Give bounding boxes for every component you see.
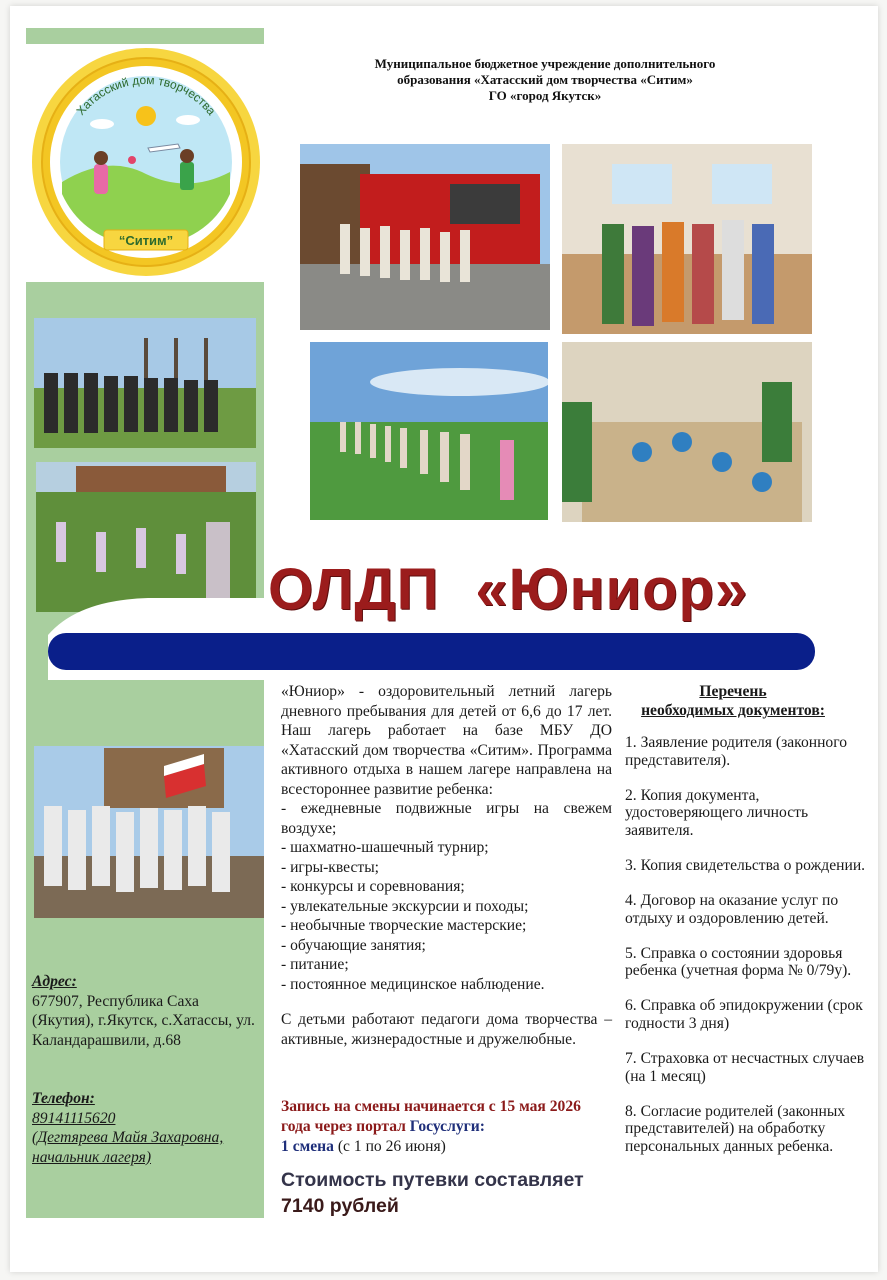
camp-title xyxy=(268,556,828,623)
staff-description: С детьми работают педагоги дома творчества – активные, жизнерадостные и дружелюбные. xyxy=(281,1011,612,1048)
photo-flags-group xyxy=(34,746,264,918)
contact-person: (Дегтярева Майя Захаровна, начальник лагеря) xyxy=(32,1129,224,1166)
documents-heading-line-1: Перечень xyxy=(699,683,767,700)
title-part-1: ОЛДП xyxy=(268,557,440,622)
phone-number[interactable]: 89141115620 xyxy=(32,1109,116,1127)
activity-item: - увлекательные экскурсии и походы; xyxy=(281,897,529,915)
activity-item: - постоянное медицинское наблюдение. xyxy=(281,975,545,993)
activity-item: - конкурсы и соревнования; xyxy=(281,878,465,895)
registration-info xyxy=(281,1097,612,1157)
documents-heading-line-2: необходимых документов: xyxy=(641,702,825,719)
address-block xyxy=(32,972,262,1050)
price-block xyxy=(281,1167,612,1219)
activity-item: - шахматно-шашечный турнир; xyxy=(281,839,489,856)
sitim-logo xyxy=(28,44,264,280)
photo-crafts-table xyxy=(562,342,812,522)
document-item: 4. Договор на оказание услуг по отдыху и оздоровлению детей. xyxy=(625,892,839,927)
shift-label: 1 смена xyxy=(281,1138,334,1155)
photo-fire-truck xyxy=(300,144,550,330)
activity-item: - питание; xyxy=(281,956,349,973)
document-item: 3. Копия свидетельства о рождении. xyxy=(625,856,866,874)
phone-block xyxy=(32,1089,262,1167)
documents-list xyxy=(625,734,875,1173)
activity-item: - ежедневные подвижные игры на свежем воздухе; xyxy=(281,800,612,837)
photo-group-outdoor xyxy=(34,318,256,448)
document-item: 2. Копия документа, удостоверяющего личность заявителя. xyxy=(625,786,809,839)
activities-list xyxy=(281,799,612,994)
document-item: 8. Согласие родителей (законных представителей) на обработку персональных данных ребенка. xyxy=(625,1102,846,1155)
header-line-2: образования «Хатасский дом творчества «Ситим» xyxy=(397,72,693,87)
green-panel-top xyxy=(26,28,264,44)
blue-divider-bar xyxy=(48,633,815,670)
header-line-1: Муниципальное бюджетное учреждение дополнительного xyxy=(374,56,716,71)
svg-text:“Ситим”: “Ситим” xyxy=(118,233,174,248)
photo-classroom-costumes xyxy=(562,144,812,334)
title-part-2: «Юниор» xyxy=(475,557,749,622)
registration-start: Запись на смены начинается с 15 мая 2026 года через портал xyxy=(281,1098,581,1135)
shift-dates: (с 1 по 26 июня) xyxy=(337,1138,446,1155)
address-text: 677907, Республика Саха (Якутия), г.Якутск, с.Хатассы, ул. Каландарашвили, д.68 xyxy=(32,992,255,1049)
price-label: Стоимость путевки составляет xyxy=(281,1169,584,1191)
header-line-3: ГО «город Якутск» xyxy=(488,88,602,103)
description-block xyxy=(281,682,612,1049)
price-value: 7140 рублей xyxy=(281,1195,399,1217)
institution-header xyxy=(300,56,790,104)
logo-ribbon xyxy=(104,230,188,250)
logo-arc-text: Хатасский дом творчества xyxy=(73,72,219,118)
document-item: 7. Страховка от несчастных случаев (на 1 месяц) xyxy=(625,1050,865,1085)
document-item: 6. Справка об эпидокружении (срок годности 3 дня) xyxy=(625,997,863,1033)
address-label: Адрес: xyxy=(32,973,77,990)
phone-label: Телефон: xyxy=(32,1090,95,1107)
description-intro: «Юниор» - оздоровительный летний лагерь дневного пребывания для детей от 6,6 до 17 лет. Наш лагерь работает на базе МБУ ДО «Хатасский дом творчества «Ситим». Программа активного отдыха в нашем лагере направлена на всестороннее развитие ребенка: xyxy=(281,683,612,798)
activity-item: - обучающие занятия; xyxy=(281,936,426,954)
photo-field-row xyxy=(310,342,548,520)
activity-item: - необычные творческие мастерские; xyxy=(281,917,527,934)
activity-item: - игры-квесты; xyxy=(281,858,380,876)
gosuslugi-link-text: Госуслуги: xyxy=(409,1118,485,1135)
document-item: 5. Справка о состоянии здоровья ребенка (учетная форма № 0/79у). xyxy=(625,944,852,980)
document-item: 1. Заявление родителя (законного представителя). xyxy=(625,734,848,769)
documents-heading xyxy=(618,682,848,720)
